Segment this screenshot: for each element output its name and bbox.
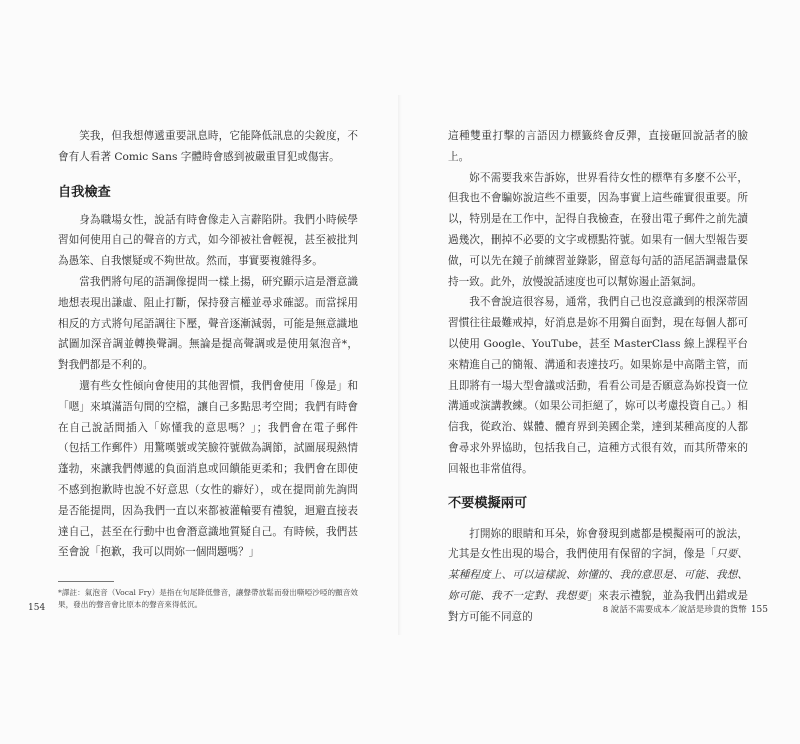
section-heading-self-check: 自我檢查 (58, 184, 111, 200)
running-head-text: 8 說話不需要成本／說話是珍貴的貨幣 (602, 605, 747, 615)
left-paragraph-3: 還有些女性傾向會使用的其他習慣，我們會使用「像是」和「嗯」來填滿語句間的空檔，讓自己多點思考空間；我們有時會在自己說話間插入「妳懂我的意思嗎？」；我們會在電子郵件（包括工作郵件）用驚嘆號或笑臉符號做為調節，試圖展現熱情蓬勃，來讓我們傳遞的負面消息或回饋能更柔和；我們會在即使不感到抱歉時也說不好意思（女性的癖好），或在提問前先詢問是否能提問，因為我們一直以來都被灌輸要有禮貌，迴避直接表達自己，甚至在行動中也會潛意識地質疑自己。有時候，我們甚至會說「抱歉，我可以問妳一個問題嗎？」 (58, 379, 358, 559)
footnote-vocal-fry: *譯註：氣泡音（Vocal Fry）是指在句尾降低聲音，讓聲帶放鬆而發出嘶啞沙啞的顫音效果，發出的聲音會比原本的聲音來得低沉。 (58, 588, 358, 610)
right-page (448, 108, 748, 628)
right-paragraph-3: 我不會說這很容易，通常，我們自己也沒意識到的根深蒂固習慣往往最難戒掉，好消息是妳不用獨自面對，現在每個人都可以使用 Google、YouTube，甚至 MasterClass 線上課程平台來精進自己的簡報、溝通和表達技巧。如果妳是中高階主管，而且即將有一場大型會議或活動，看看公司是否願意為妳投資一位溝通或演講教練。（如果公司拒絕了，妳可以考慮投資自己。）相信我，從政治、媒體、體育界到美國企業，達到某種高度的人都會尋求外界協助，包括我自己，這種方式很有效，而其所帶來的回報也非常值得。 (448, 296, 748, 475)
section-heading-no-hedging: 不要模擬兩可 (448, 495, 528, 511)
running-footer-right (603, 603, 768, 615)
left-intro-paragraph: 笑我，但我想傳遞重要訊息時，它能降低訊息的尖銳度，不會有人看著 Comic Sans 字體時會感到被嚴重冒犯或傷害。 (58, 130, 358, 163)
right-paragraph-2: 妳不需要我來告訴妳，世界看待女性的標準有多麼不公平，但我也不會騙妳說這些不重要，因為事實上這些確實很重要。所以，特別是在工作中，記得自我檢查，在發出電子郵件之前先讀過幾次，刪掉不必要的文字或標點符號。如果有一個大型報告要做，可以先在鏡子前練習並錄影，留意每句話的語尾語調盡量保持一致。此外，放慢說話速度也可以幫妳遏止語氣詞。 (448, 171, 748, 288)
left-paragraph-2: 當我們將句尾的語調像提問一樣上揚，研究顯示這是潛意識地想表現出謙虛、阻止打斷，保持發言權並尋求確認。而當採用相反的方式將句尾語調往下壓，聲音逐漸減弱，可能是無意識地試圖加深音調並轉換聲調。無論是提高聲調或是使用氣泡音*，對我們都是不利的。 (58, 275, 358, 372)
closing-tail-text: 」來表示禮貌，並為我們出錯或是對方可能不同意的 (448, 589, 748, 623)
book-gutter (398, 95, 402, 635)
right-paragraph-continued: 這種雙重打擊的言語因力標籤終會反彈，直接砸回說話者的臉上。 (448, 130, 748, 163)
left-page (58, 108, 358, 628)
page-number-left: 154 (28, 603, 46, 613)
hedge-words-italic: 只要、某種程度上、可以這樣說、妳懂的、我的意思是、可能、我想、妳可能、我不一定對、我想要 (448, 548, 748, 602)
left-paragraph-1: 身為職場女性，說話有時會像走入言辭陷阱。我們小時候學習如何使用自己的聲音的方式，如今卻被社會輕視，甚至被批判為愚笨、自我懷疑或不夠世故。然而，事實要複雜得多。 (58, 213, 358, 268)
footnote-divider (58, 581, 114, 582)
closing-lead-text: 打開妳的眼睛和耳朵，妳會發現到處都是模擬兩可的說法，尤其是女性出現的場合，我們使用有保留的字詞，像是「 (448, 527, 748, 561)
page-number-right: 155 (750, 605, 768, 615)
